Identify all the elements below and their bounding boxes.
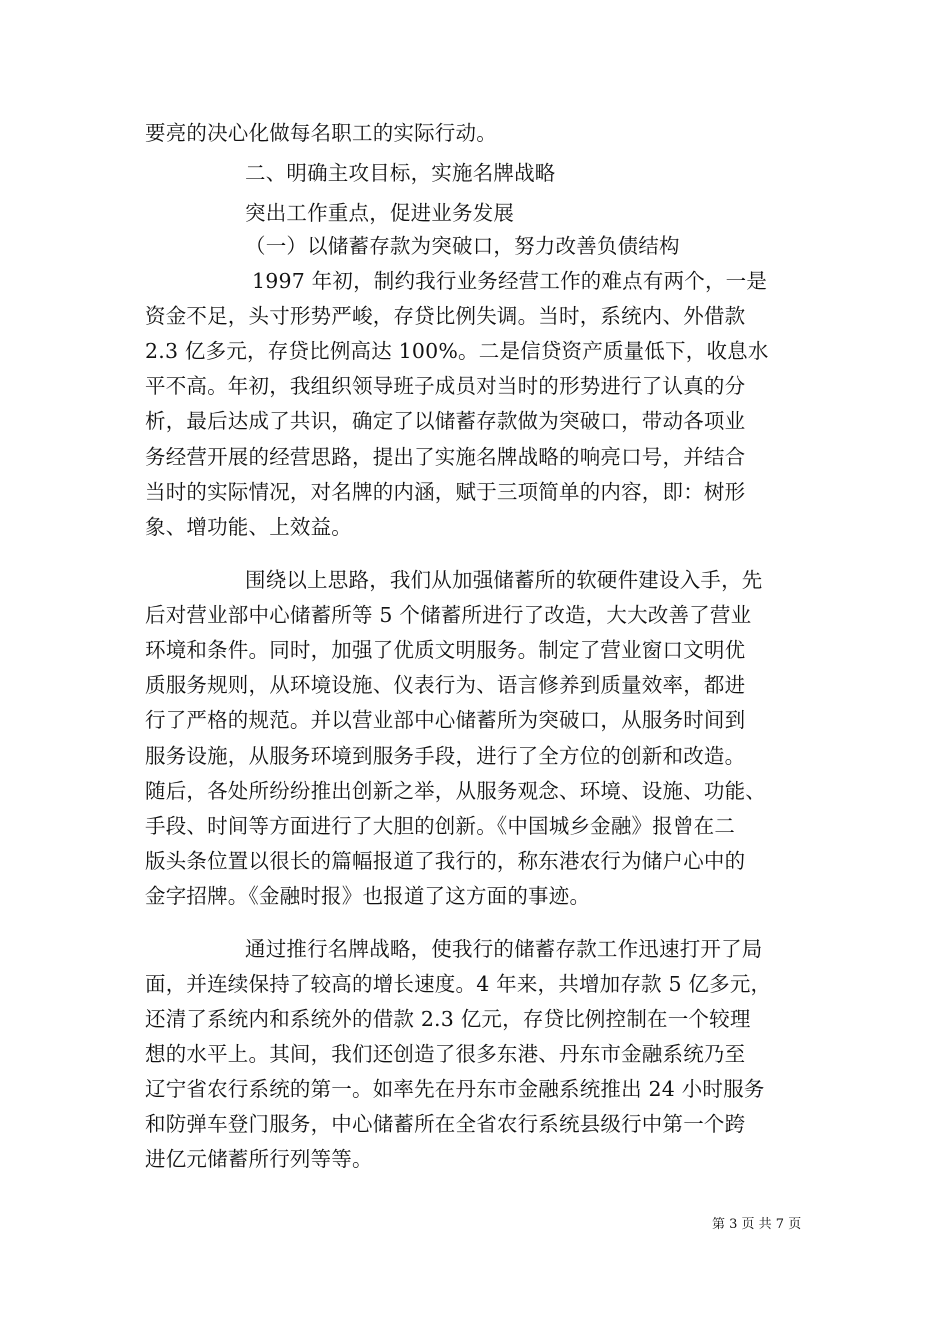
paragraph-line: 还清了系统内和系统外的借款 2.3 亿元，存贷比例控制在一个较理 (145, 1007, 751, 1031)
paragraph-line: 行了严格的规范。并以营业部中心储蓄所为突破口，从服务时间到 (145, 708, 746, 732)
paragraph-line: 版头条位置以很长的篇幅报道了我行的，称东港农行为储户心中的 (145, 849, 746, 873)
paragraph-line: 务经营开展的经营思路，提出了实施名牌战略的响亮口号，并结合 (145, 445, 746, 469)
paragraph-line: 通过推行名牌战略，使我行的储蓄存款工作迅速打开了局 (245, 937, 763, 961)
paragraph-line: 金字招牌。《金融时报》也报道了这方面的事迹。 (145, 884, 591, 908)
paragraph-line: 服务设施，从服务环境到服务手段，进行了全方位的创新和改造。 (145, 744, 746, 768)
paragraph-line: 后对营业部中心储蓄所等 5 个储蓄所进行了改造，大大改善了营业 (145, 603, 752, 627)
paragraph-line: 手段、时间等方面进行了大胆的创新。《中国城乡金融》报曾在二 (145, 814, 736, 838)
paragraph-line: 平不高。年初，我组织领导班子成员对当时的形势进行了认真的分 (145, 374, 746, 398)
paragraph-line: 和防弹车登门服务，中心储蓄所在全省农行系统县级行中第一个跨 (145, 1112, 746, 1136)
paragraph-line: 环境和条件。同时，加强了优质文明服务。制定了营业窗口文明优 (145, 638, 746, 662)
paragraph-line: 资金不足，头寸形势严峻，存贷比例失调。当时，系统内、外借款 (145, 304, 746, 328)
paragraph-line: 面，并连续保持了较高的增长速度。4 年来，共增加存款 5 亿多元， (145, 972, 772, 996)
paragraph-line: 析，最后达成了共识，确定了以储蓄存款做为突破口，带动各项业 (145, 409, 746, 433)
paragraph-line: 进亿元储蓄所行列等等。 (145, 1147, 373, 1171)
paragraph-line: 象、增功能、上效益。 (145, 515, 352, 539)
paragraph-line: 1997 年初，制约我行业务经营工作的难点有两个，一是 (252, 269, 768, 293)
paragraph-line: 2.3 亿多元，存贷比例高达 100%。二是信贷资产质量低下，收息水 (145, 339, 769, 363)
paragraph-line: 围绕以上思路，我们从加强储蓄所的软硬件建设入手，先 (245, 568, 763, 592)
subsection-heading: （一）以储蓄存款为突破口，努力改善负债结构 (245, 234, 680, 258)
text-line: 要亮的决心化做每名职工的实际行动。 (145, 121, 497, 145)
paragraph-line: 想的水平上。其间，我们还创造了很多东港、丹东市金融系统乃至 (145, 1042, 746, 1066)
page-number: 第 3 页 共 7 页 (712, 1217, 802, 1232)
paragraph-line: 随后，各处所纷纷推出创新之举，从服务观念、环境、设施、功能、 (145, 779, 766, 803)
paragraph-line: 当时的实际情况，对名牌的内涵，赋于三项简单的内容，即：树形 (145, 480, 746, 504)
paragraph-line: 辽宁省农行系统的第一。如率先在丹东市金融系统推出 24 小时服务 (145, 1077, 765, 1101)
paragraph-line: 质服务规则，从环境设施、仪表行为、语言修养到质量效率，都进 (145, 673, 746, 697)
section-heading: 二、明确主攻目标，实施名牌战略 (245, 161, 556, 185)
section-subheading: 突出工作重点，促进业务发展 (245, 201, 515, 225)
